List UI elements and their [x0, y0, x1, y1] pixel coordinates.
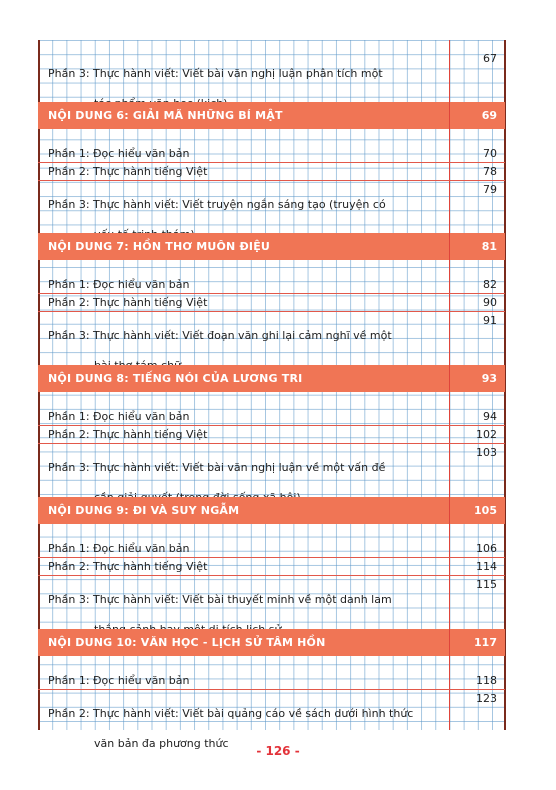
toc-item-title: Phần 3: Thực hành viết: Viết bài văn nghị luận phân tích một — [48, 67, 383, 80]
row-divider — [38, 162, 505, 163]
toc-item-title: Phần 2: Thực hành tiếng Việt — [48, 165, 208, 178]
toc-item-title: Phần 3: Thực hành viết: Viết bài thuyết minh về một danh lam — [48, 593, 392, 606]
table-of-contents — [38, 40, 505, 750]
toc-page-number: 67 — [483, 52, 497, 65]
section-heading[interactable] — [38, 233, 505, 260]
section-heading-title: NỘI DUNG 10: VĂN HỌC - LỊCH SỬ TÂM HỒN — [48, 636, 326, 649]
heading-divider — [449, 365, 450, 392]
toc-page-number: 70 — [483, 147, 497, 160]
row-divider — [38, 557, 505, 558]
toc-item-title: Phần 3: Thực hành viết: Viết đoạn văn ghi lại cảm nghĩ về một — [48, 329, 392, 342]
toc-item-title: Phần 1: Đọc hiểu văn bản — [48, 674, 190, 687]
toc-item-title: Phần 2: Thực hành tiếng Việt — [48, 296, 208, 309]
toc-page-number: 102 — [476, 428, 497, 441]
toc-page-number: 114 — [476, 560, 497, 573]
section-heading-page: 93 — [481, 372, 497, 385]
row-divider — [38, 689, 505, 690]
row-divider — [38, 293, 505, 294]
toc-page-number: 115 — [476, 578, 497, 591]
section-heading[interactable] — [38, 497, 505, 524]
toc-page-number: 103 — [476, 446, 497, 459]
section-heading-page: 105 — [474, 504, 497, 517]
section-heading-page: 117 — [474, 636, 497, 649]
section-heading-title: NỘI DUNG 7: HỒN THƠ MUÔN ĐIỆU — [48, 240, 271, 253]
section-heading[interactable] — [38, 102, 505, 129]
page-number-footer: - 126 - — [256, 744, 300, 758]
heading-divider — [449, 233, 450, 260]
toc-page-number: 82 — [483, 278, 497, 291]
row-divider — [38, 443, 505, 444]
section-heading-title: NỘI DUNG 6: GIẢI MÃ NHỮNG BÍ MẬT — [48, 109, 283, 122]
toc-page-number: 118 — [476, 674, 497, 687]
section-heading[interactable] — [38, 629, 505, 656]
row-divider — [38, 425, 505, 426]
row-divider — [38, 575, 505, 576]
toc-item-title: Phần 2: Thực hành viết: Viết bài quảng cáo về sách dưới hình thức — [48, 707, 414, 720]
heading-divider — [449, 497, 450, 524]
toc-item-title-continued: văn bản đa phương thức — [94, 737, 229, 750]
toc-page-number: 90 — [483, 296, 497, 309]
toc-item-title: Phần 1: Đọc hiểu văn bản — [48, 278, 190, 291]
toc-item-title: Phần 1: Đọc hiểu văn bản — [48, 147, 190, 160]
toc-page-number: 91 — [483, 314, 497, 327]
toc-item-title: Phần 2: Thực hành tiếng Việt — [48, 428, 208, 441]
heading-divider — [449, 629, 450, 656]
section-heading[interactable] — [38, 365, 505, 392]
toc-item-title: Phần 2: Thực hành tiếng Việt — [48, 560, 208, 573]
toc-item-title: Phần 1: Đọc hiểu văn bản — [48, 410, 190, 423]
row-divider — [38, 311, 505, 312]
row-divider — [38, 180, 505, 181]
toc-page-number: 78 — [483, 165, 497, 178]
toc-item-title: Phần 1: Đọc hiểu văn bản — [48, 542, 190, 555]
toc-page-number: 79 — [483, 183, 497, 196]
section-heading-title: NỘI DUNG 8: TIẾNG NÓI CỦA LƯƠNG TRI — [48, 372, 303, 385]
toc-page-number: 94 — [483, 410, 497, 423]
toc-page-number: 106 — [476, 542, 497, 555]
toc-page-number: 123 — [476, 692, 497, 705]
toc-item-title: Phần 3: Thực hành viết: Viết bài văn nghị luận về một vấn đề — [48, 461, 386, 474]
toc-item-title: Phần 3: Thực hành viết: Viết truyện ngắn sáng tạo (truyện có — [48, 198, 386, 211]
section-heading-title: NỘI DUNG 9: ĐI VÀ SUY NGẪM — [48, 504, 240, 517]
heading-divider — [449, 102, 450, 129]
section-heading-page: 81 — [481, 240, 497, 253]
section-heading-page: 69 — [481, 109, 497, 122]
